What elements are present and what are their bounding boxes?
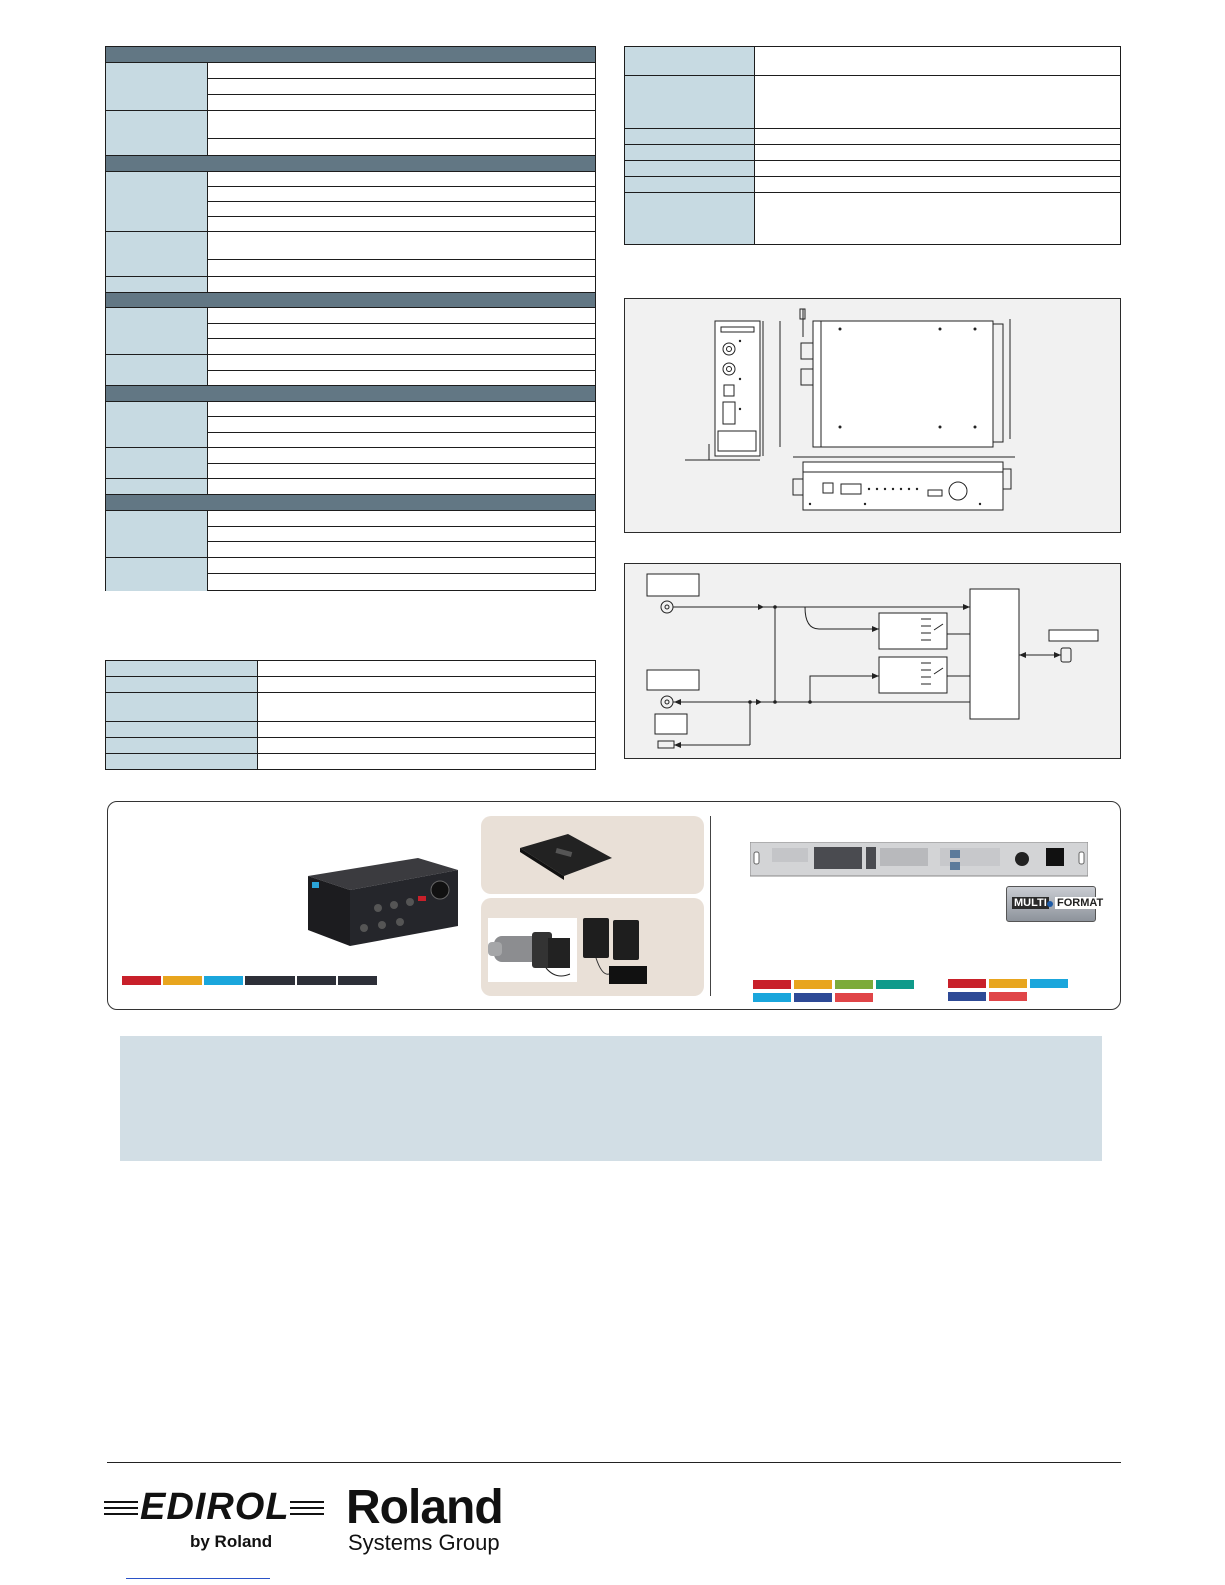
battery-plate-photo-icon (516, 830, 616, 882)
spec-label-cell (106, 448, 208, 479)
camera-photo-frame (488, 918, 577, 982)
battery-pack-photo-icon (581, 918, 651, 986)
spec-value-cell (208, 79, 595, 95)
spec-label-cell (106, 277, 208, 293)
spec-value-cell (208, 558, 595, 574)
spec-label-cell (625, 76, 755, 129)
spec-value-cell (208, 187, 595, 202)
spec-label-cell (106, 558, 208, 591)
roland-logo-name: Roland (346, 1481, 503, 1534)
spec-label-cell (625, 193, 755, 244)
spec-label-cell (625, 145, 755, 161)
battery-plate-tile (481, 816, 704, 894)
block-diagram-figure (624, 563, 1121, 759)
spec-value-cell (258, 738, 595, 754)
related-products-panel (107, 801, 1121, 1010)
color-swatch (753, 980, 791, 989)
spec-label-cell (106, 722, 258, 738)
spec-table-main (105, 46, 596, 591)
multi-format-line2: FORMAT (1057, 897, 1104, 909)
spec-value-cell (208, 111, 595, 139)
spec-value-cell (208, 402, 595, 417)
spec-value-cell (208, 217, 595, 232)
spec-label-cell (106, 63, 208, 111)
spec-value-cell (208, 232, 595, 260)
spec-value-cell (208, 95, 595, 111)
spec-value-cell (208, 324, 595, 339)
roland-logo-tagline: Systems Group (348, 1530, 500, 1555)
spec-value-cell (208, 139, 595, 156)
spec-label-cell (106, 172, 208, 232)
spec-value-cell (208, 260, 595, 277)
spec-section-header (106, 495, 595, 511)
color-swatch (948, 979, 986, 988)
spec-value-cell (208, 448, 595, 464)
spec-value-cell (755, 76, 1120, 129)
spec-table-secondary (105, 660, 596, 770)
spec-value-cell (258, 722, 595, 738)
spec-value-cell (755, 145, 1120, 161)
color-swatch (835, 993, 873, 1002)
color-swatch (794, 993, 832, 1002)
spec-section-header (106, 293, 595, 308)
color-swatch (204, 976, 243, 985)
spec-value-cell (208, 479, 595, 495)
spec-label-cell (106, 738, 258, 754)
spec-value-cell (208, 339, 595, 355)
spec-section-header (106, 47, 595, 63)
dimension-drawing-icon (625, 299, 1122, 534)
spec-value-cell (208, 511, 595, 527)
color-swatch (948, 992, 986, 1001)
color-swatch (835, 980, 873, 989)
spec-label-cell (106, 693, 258, 722)
color-swatch (122, 976, 161, 985)
footer-link-underline (126, 1578, 270, 1579)
edirol-logo (104, 1486, 324, 1556)
color-swatch (163, 976, 202, 985)
color-swatch (753, 993, 791, 1002)
color-swatch (338, 976, 377, 985)
spec-section-header (106, 156, 595, 172)
edirol-logo-by: by Roland (190, 1532, 273, 1551)
camera-mount-photo-icon (488, 918, 577, 982)
spec-value-cell (258, 693, 595, 722)
spec-value-cell (755, 161, 1120, 177)
spec-value-cell (755, 47, 1120, 76)
spec-label-cell (106, 479, 208, 495)
spec-value-cell (208, 542, 595, 558)
spec-value-cell (208, 172, 595, 187)
spec-label-cell (106, 355, 208, 386)
spec-label-cell (106, 111, 208, 156)
spec-value-cell (208, 308, 595, 324)
edirol-logo-name: EDIROL (140, 1486, 290, 1528)
rack-mount-unit-photo-icon (750, 842, 1088, 878)
dimension-drawing-figure (624, 298, 1121, 533)
spec-value-cell (208, 417, 595, 433)
spec-value-cell (208, 527, 595, 542)
spec-section-header (106, 386, 595, 402)
spec-label-cell (106, 677, 258, 693)
spec-value-cell (208, 63, 595, 79)
spec-table-right (624, 46, 1121, 245)
spec-value-cell (208, 355, 595, 371)
color-swatch (245, 976, 295, 985)
notes-box (120, 1036, 1102, 1161)
spec-value-cell (208, 371, 595, 386)
multi-format-badge (1006, 886, 1104, 922)
spec-label-cell (625, 161, 755, 177)
spec-label-cell (106, 661, 258, 677)
camera-mount-tile (481, 898, 704, 996)
block-diagram-icon (625, 564, 1122, 760)
multi-format-dot (1047, 901, 1053, 907)
color-swatch (989, 979, 1027, 988)
panel-divider (710, 816, 711, 996)
spec-value-cell (755, 177, 1120, 193)
spec-value-cell (755, 129, 1120, 145)
spec-label-cell (106, 402, 208, 448)
spec-value-cell (208, 464, 595, 479)
spec-label-cell (625, 129, 755, 145)
spec-value-cell (258, 661, 595, 677)
spec-label-cell (625, 177, 755, 193)
converter-box-photo-icon (298, 848, 463, 948)
spec-value-cell (258, 677, 595, 693)
color-swatch (297, 976, 336, 985)
spec-value-cell (208, 277, 595, 293)
spec-value-cell (208, 433, 595, 448)
multi-format-line1: MULTI (1014, 897, 1047, 909)
color-swatch (794, 980, 832, 989)
spec-value-cell (208, 202, 595, 217)
spec-label-cell (106, 511, 208, 558)
spec-label-cell (106, 754, 258, 769)
color-swatch (876, 980, 914, 989)
spec-label-cell (625, 47, 755, 76)
spec-label-cell (106, 232, 208, 277)
color-swatch (1030, 979, 1068, 988)
color-swatch (989, 992, 1027, 1001)
roland-logo (346, 1480, 546, 1560)
footer-rule (107, 1462, 1121, 1463)
spec-label-cell (106, 308, 208, 355)
